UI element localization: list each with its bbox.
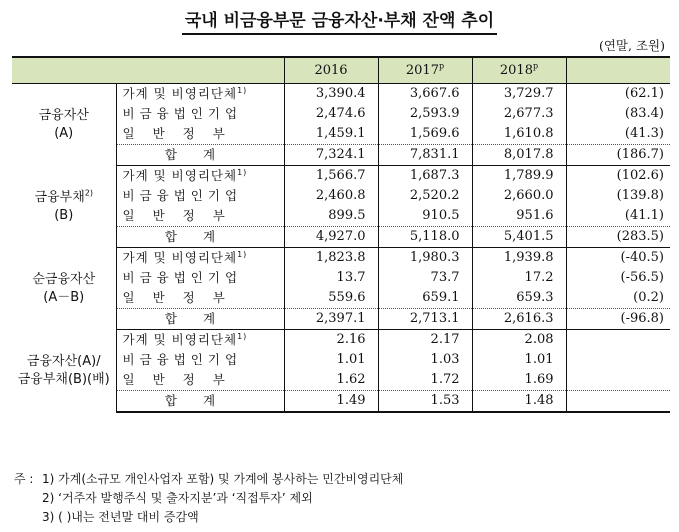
value-cell-2016: 2.16 xyxy=(284,330,378,351)
table-row xyxy=(12,84,670,105)
col-header-2016: 2016 xyxy=(284,57,378,84)
unit-label: (연말, 조원) xyxy=(598,38,665,53)
change-cell: (139.8) xyxy=(566,186,670,206)
group-sub: (A) xyxy=(54,125,74,141)
change-cell: (62.1) xyxy=(566,84,670,105)
value-cell-2016: 2,397.1 xyxy=(284,309,378,330)
change-cell: (0.2) xyxy=(566,288,670,309)
value-cell-2018: 1.48 xyxy=(472,391,566,413)
row-label-text: 합계 xyxy=(164,311,242,326)
row-label-text: 일반정부 xyxy=(122,126,243,141)
change-cell: (-56.5) xyxy=(566,268,670,288)
row-label-text: 비금융법인기업 xyxy=(122,106,243,121)
group-label xyxy=(12,330,116,413)
row-label-text: 합계 xyxy=(164,229,242,244)
value-cell-2016: 2,460.8 xyxy=(284,186,378,206)
group-name xyxy=(12,107,116,125)
value-cell-2016: 4,927.0 xyxy=(284,227,378,248)
row-label-text: 합계 xyxy=(164,393,242,408)
table-row xyxy=(12,248,670,269)
group-label xyxy=(12,248,116,330)
row-label-text: 일반정부 xyxy=(122,208,243,223)
group-sub: (B) xyxy=(54,207,74,223)
value-cell-2017: 2,713.1 xyxy=(378,309,472,330)
value-cell-2017: 73.7 xyxy=(378,268,472,288)
change-cell: (83.4) xyxy=(566,104,670,124)
value-cell-2018: 3,729.7 xyxy=(472,84,566,105)
change-cell: (186.7) xyxy=(566,145,670,166)
total-label xyxy=(116,145,284,166)
value-cell-2017: 2,520.2 xyxy=(378,186,472,206)
value-cell-2018: 2,616.3 xyxy=(472,309,566,330)
change-cell xyxy=(566,350,670,370)
value-cell-2017: 1,687.3 xyxy=(378,166,472,187)
value-cell-2016: 1,566.7 xyxy=(284,166,378,187)
group-label xyxy=(12,84,116,166)
group-name xyxy=(12,189,116,207)
value-cell-2018: 2.08 xyxy=(472,330,566,351)
value-cell-2018: 951.6 xyxy=(472,206,566,227)
col-header-2017: 2017$^p$ xyxy=(378,57,472,84)
data-table xyxy=(12,56,670,413)
row-label-text: 가계 및 비영리단체 xyxy=(122,332,238,347)
group-sub: 금융부채(B)(배) xyxy=(17,371,110,387)
row-label-sup: 1) xyxy=(237,331,248,341)
group-name xyxy=(12,271,116,289)
value-cell-2017: 1.72 xyxy=(378,370,472,391)
row-label xyxy=(116,330,284,351)
row-label-text: 가계 및 비영리단체 xyxy=(122,168,238,183)
value-cell-2017: 3,667.6 xyxy=(378,84,472,105)
value-cell-2016: 1.62 xyxy=(284,370,378,391)
group-sub: (A－B) xyxy=(43,289,85,305)
change-cell xyxy=(566,330,670,351)
total-label xyxy=(116,391,284,413)
header-row xyxy=(12,57,670,84)
row-label-text: 가계 및 비영리단체 xyxy=(122,250,238,265)
table-row xyxy=(12,166,670,187)
col-header-2018: 2018$^p$ xyxy=(472,57,566,84)
group-name-text: 금융자산(A)/ xyxy=(26,353,101,369)
change-cell xyxy=(566,391,670,413)
value-cell-2017: 1,569.6 xyxy=(378,124,472,145)
value-cell-2017: 2,593.9 xyxy=(378,104,472,124)
group-name xyxy=(12,353,116,371)
value-cell-2017: 1.03 xyxy=(378,350,472,370)
footnote-2: 2) ‘거주자 발행주식 및 출자지분’과 ‘직접투자’ 제외 xyxy=(42,491,313,505)
row-label xyxy=(116,84,284,105)
change-cell: (-96.8) xyxy=(566,309,670,330)
row-label-sup: 1) xyxy=(237,85,248,95)
row-label-text: 합계 xyxy=(164,147,242,162)
change-cell: (102.6) xyxy=(566,166,670,187)
value-cell-2018: 5,401.5 xyxy=(472,227,566,248)
value-cell-2016: 1,823.8 xyxy=(284,248,378,269)
row-label-sup: 1) xyxy=(237,249,248,259)
row-label xyxy=(116,350,284,370)
value-cell-2017: 7,831.1 xyxy=(378,145,472,166)
change-cell: (41.1) xyxy=(566,206,670,227)
table-row xyxy=(12,330,670,351)
value-cell-2018: 8,017.8 xyxy=(472,145,566,166)
row-label xyxy=(116,288,284,309)
row-label-text: 비금융법인기업 xyxy=(122,270,243,285)
value-cell-2016: 559.6 xyxy=(284,288,378,309)
value-cell-2016: 13.7 xyxy=(284,268,378,288)
value-cell-2017: 659.1 xyxy=(378,288,472,309)
value-cell-2016: 1.01 xyxy=(284,350,378,370)
header-blank xyxy=(12,57,284,84)
group-name-text: 금융부채 xyxy=(34,189,85,205)
value-cell-2018: 2,660.0 xyxy=(472,186,566,206)
row-label xyxy=(116,124,284,145)
row-label-text: 일반정부 xyxy=(122,372,243,387)
group-name-text: 순금융자산 xyxy=(32,271,96,287)
row-label-text: 가계 및 비영리단체 xyxy=(122,86,238,101)
value-cell-2017: 1,980.3 xyxy=(378,248,472,269)
row-label-text: 일반정부 xyxy=(122,290,243,305)
value-cell-2016: 1,459.1 xyxy=(284,124,378,145)
col-header-change xyxy=(566,57,670,84)
value-cell-2016: 2,474.6 xyxy=(284,104,378,124)
value-cell-2018: 17.2 xyxy=(472,268,566,288)
total-label xyxy=(116,227,284,248)
row-label xyxy=(116,370,284,391)
value-cell-2018: 2,677.3 xyxy=(472,104,566,124)
value-cell-2016: 1.49 xyxy=(284,391,378,413)
value-cell-2018: 1.01 xyxy=(472,350,566,370)
row-label xyxy=(116,166,284,187)
row-label-text: 비금융법인기업 xyxy=(122,188,243,203)
row-label-sup: 1) xyxy=(237,167,248,177)
value-cell-2016: 7,324.1 xyxy=(284,145,378,166)
row-label xyxy=(116,268,284,288)
value-cell-2017: 5,118.0 xyxy=(378,227,472,248)
group-label xyxy=(12,166,116,248)
value-cell-2018: 659.3 xyxy=(472,288,566,309)
row-label xyxy=(116,248,284,269)
change-cell: (283.5) xyxy=(566,227,670,248)
value-cell-2018: 1,939.8 xyxy=(472,248,566,269)
row-label xyxy=(116,206,284,227)
change-cell: (41.3) xyxy=(566,124,670,145)
value-cell-2016: 899.5 xyxy=(284,206,378,227)
value-cell-2018: 1.69 xyxy=(472,370,566,391)
value-cell-2016: 3,390.4 xyxy=(284,84,378,105)
footnote-prefix: 주 : xyxy=(14,472,34,486)
value-cell-2017: 910.5 xyxy=(378,206,472,227)
group-name-sup: 2) xyxy=(84,188,93,198)
value-cell-2018: 1,610.8 xyxy=(472,124,566,145)
row-label-text: 비금융법인기업 xyxy=(122,352,243,367)
group-name-text: 금융자산 xyxy=(38,107,89,123)
footnote-1: 1) 가계(소규모 개인사업자 포함) 및 가계에 봉사하는 민간비영리단체 xyxy=(42,472,404,486)
footnote-3: 3) ( )내는 전년말 대비 증감액 xyxy=(42,510,199,524)
value-cell-2017: 2.17 xyxy=(378,330,472,351)
row-label xyxy=(116,186,284,206)
page-title: 국내 비금융부문 금융자산·부채 잔액 추이 xyxy=(0,6,679,31)
row-label xyxy=(116,104,284,124)
total-label xyxy=(116,309,284,330)
change-cell: (-40.5) xyxy=(566,248,670,269)
change-cell xyxy=(566,370,670,391)
value-cell-2018: 1,789.9 xyxy=(472,166,566,187)
value-cell-2017: 1.53 xyxy=(378,391,472,413)
